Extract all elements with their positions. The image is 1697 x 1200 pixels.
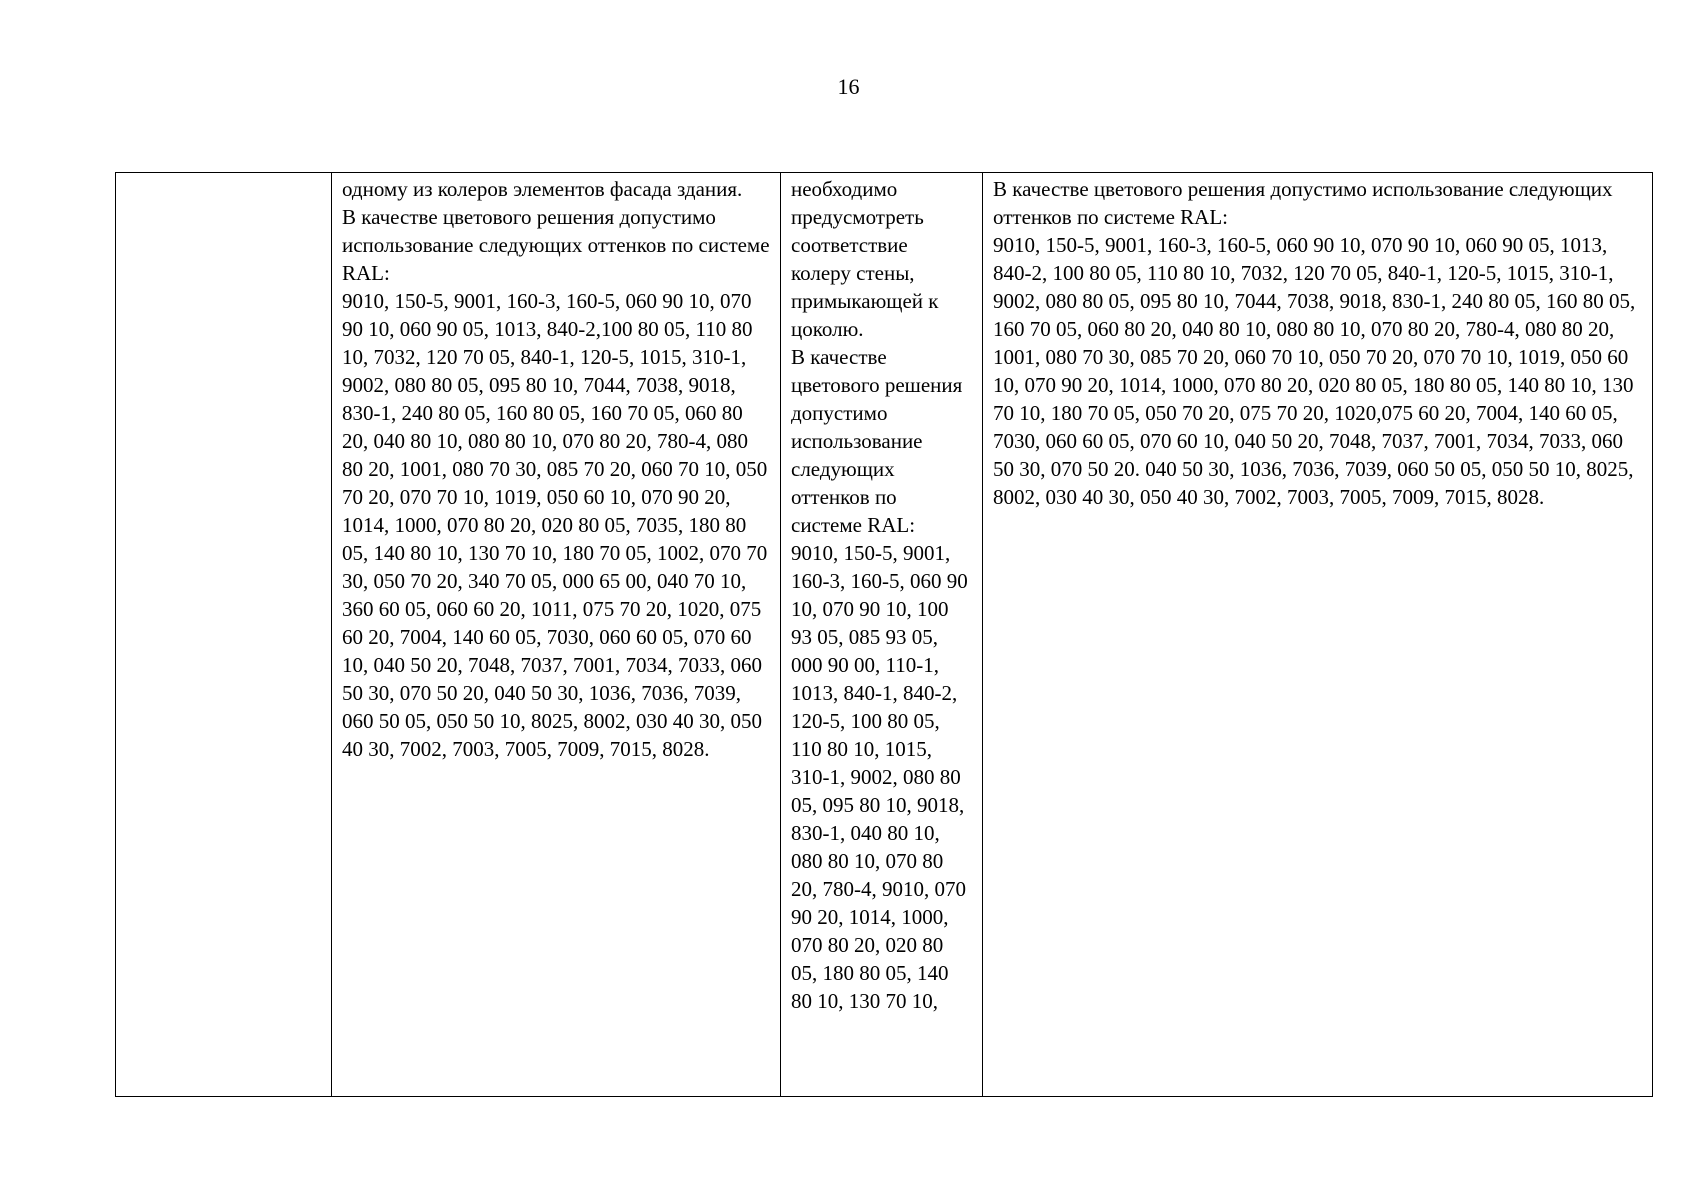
table-cell-empty — [116, 173, 332, 1097]
table-cell-plinth-colors — [781, 173, 983, 1097]
ral-color-list: 9010, 150-5, 9001, 160-3, 160-5, 060 90 10, 070 90 10, 060 90 05, 1013, 840-2,100 80 05, 110 80 10, 7032, 120 70 05, 840-1, 120-5, 1015, 310-1, 9002, 080 80 05, 095 80 10, 7044, 7038, 9018, 830-1, 240 80 05, 160 80 05, 160 70 05, 060 80 20, 040 80 10, 080 80 10, 070 80 20, 780-4, 080 80 20, 1001, 080 70 30, 085 70 20, 060 70 10, 050 70 20, 070 70 10, 1019, 050 60 10, 070 90 20, 1014, 1000, 070 80 20, 020 80 05, 7035, 180 80 05, 140 80 10, 130 70 10, 180 70 05, 1002, 070 70 30, 050 70 20, 340 70 05, 000 65 00, 040 70 10, 360 60 05, 060 60 20, 1011, 075 70 20, 1020, 075 60 20, 7004, 140 60 05, 7030, 060 60 05, 070 60 10, 040 50 20, 7048, 7037, 7001, 7034, 7033, 060 50 30, 070 50 20, 040 50 30, 1036, 7036, 7039, 060 50 05, 050 50 10, 8025, 8002, 030 40 30, 050 40 30, 7002, 7003, 7005, 7009, 7015, 8028. — [342, 289, 768, 761]
page-number: 16 — [837, 74, 860, 99]
table-row — [116, 173, 1653, 1097]
ral-color-list: 9010, 150-5, 9001, 160-3, 160-5, 060 90 10, 070 90 10, 060 90 05, 1013, 840-2, 100 80 05, 110 80 10, 7032, 120 70 05, 840-1, 120-5, 1015, 310-1, 9002, 080 80 05, 095 80 10, 7044, 7038, 9018, 830-1, 240 80 05, 160 80 05, 160 70 05, 060 80 20, 040 80 10, 080 80 10, 070 80 20, 780-4, 080 80 20, 1001, 080 70 30, 085 70 20, 060 70 10, 050 70 20, 070 70 10, 1019, 050 60 10, 070 90 20, 1014, 1000, 070 80 20, 020 80 05, 180 80 05, 140 80 10, 130 70 10, 180 70 05, 050 70 20, 075 70 20, 1020,075 60 20, 7004, 140 60 05, 7030, 060 60 05, 070 60 10, 040 50 20, 7048, 7037, 7001, 7034, 7033, 060 50 30, 070 50 20. 040 50 30, 1036, 7036, 7039, 060 50 05, 050 50 10, 8025, 8002, 030 40 30, 050 40 30, 7002, 7003, 7005, 7009, 7015, 8028. — [993, 233, 1636, 509]
ral-color-list: 9010, 150-5, 9001, 160-3, 160-5, 060 90 10, 070 90 10, 100 93 05, 085 93 05, 000 90 00, 110-1, 1013, 840-1, 840-2, 120-5, 100 80 05, 110 80 10, 1015, 310-1, 9002, 080 80 05, 095 80 10, 9018, 830-1, 040 80 10, 080 80 10, 070 80 20, 780-4, 9010, 070 90 20, 1014, 1000, 070 80 20, 020 80 05, 180 80 05, 140 80 10, 130 70 10, — [791, 541, 968, 1013]
requirements-table — [115, 172, 1653, 1097]
table-cell-element-colors — [983, 173, 1653, 1097]
cell-paragraph: необходимо предусмотреть соответствие колеру стены, примыкающей к цоколю. — [791, 177, 939, 341]
cell-paragraph: В качестве цветового решения допустимо использование следующих оттенков по системе RAL: — [791, 345, 963, 537]
cell-paragraph: В качестве цветового решения допустимо использование следующих оттенков по системе RAL: — [342, 205, 770, 285]
cell-paragraph: одному из колеров элементов фасада здания. — [342, 177, 743, 201]
table-cell-facade-colors — [332, 173, 781, 1097]
cell-paragraph: В качестве цветового решения допустимо использование следующих оттенков по системе RAL: — [993, 177, 1613, 229]
